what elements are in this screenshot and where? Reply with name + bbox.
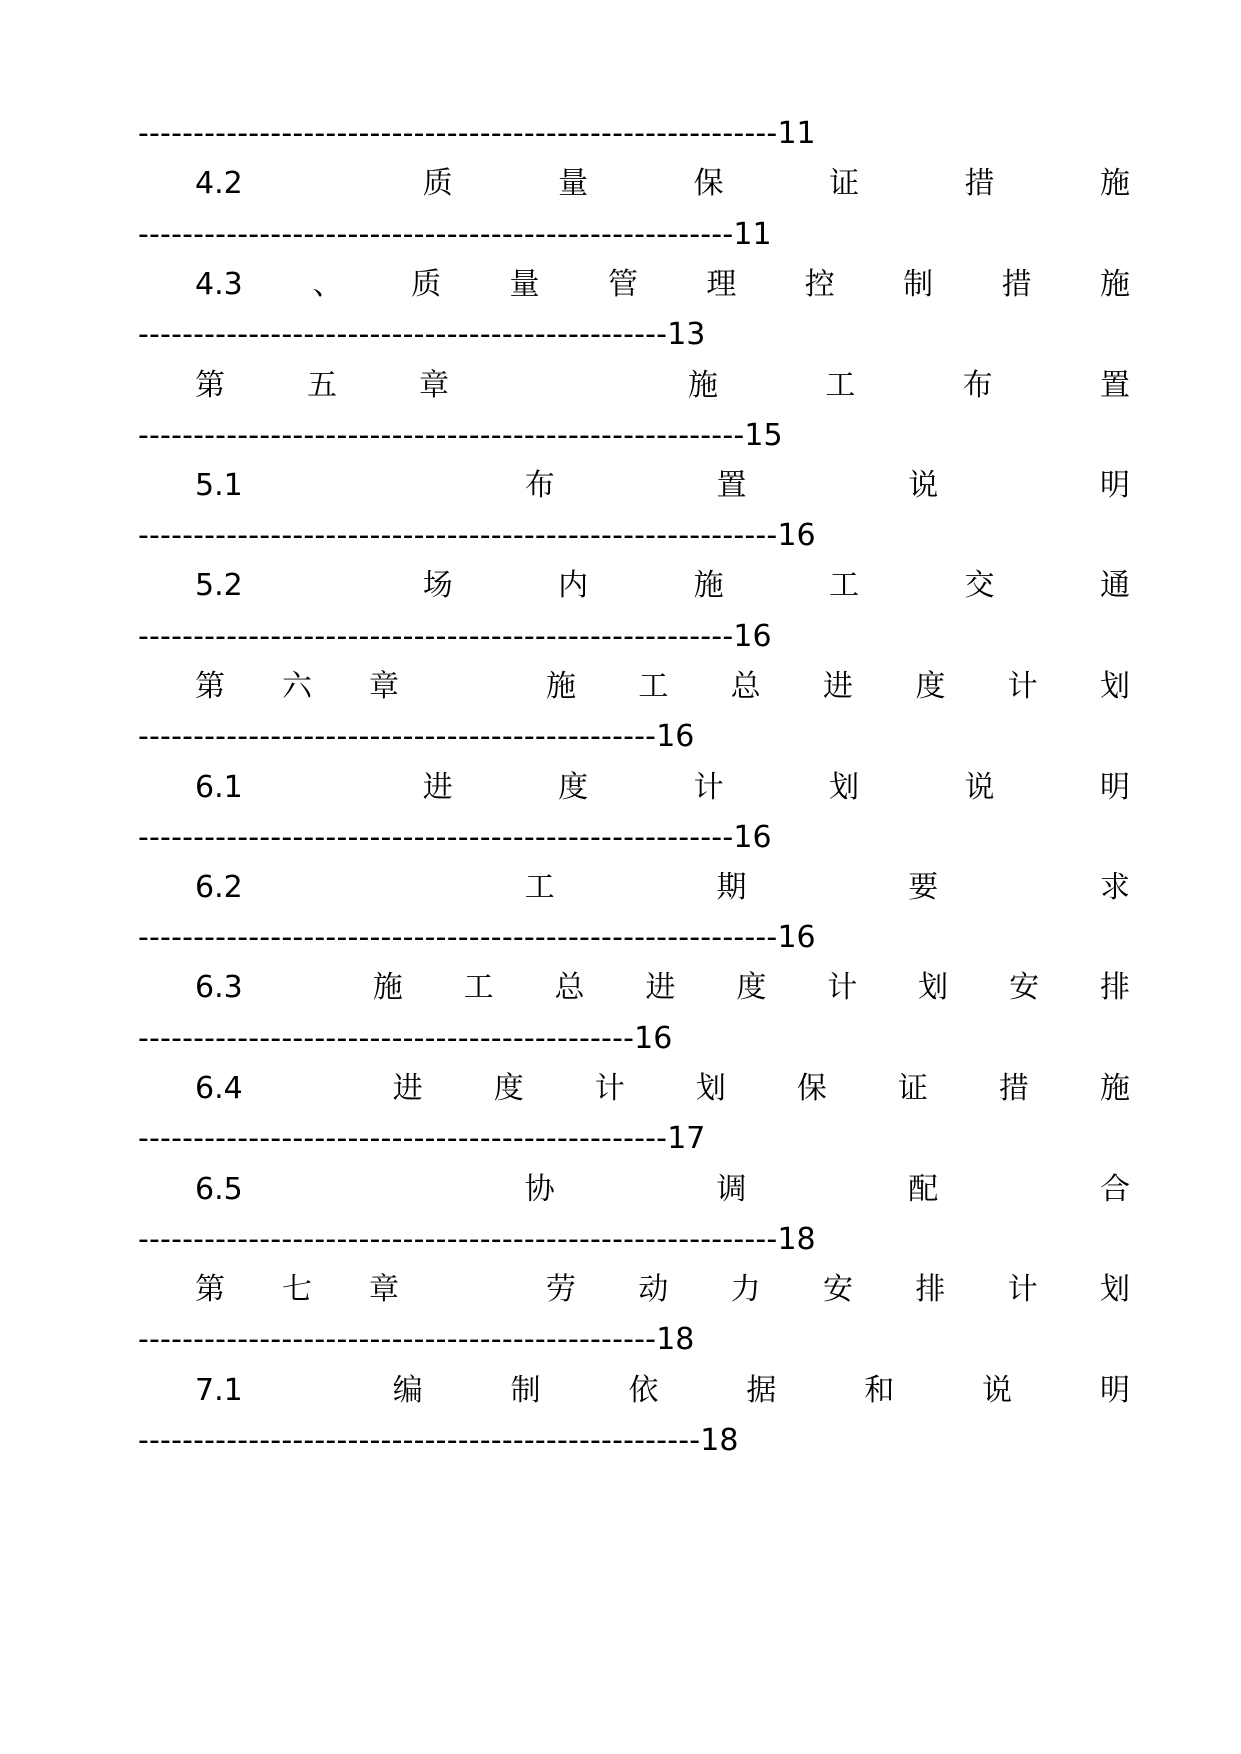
section-title bbox=[423, 568, 1130, 604]
title-character: 据 bbox=[746, 1373, 777, 1408]
title-character: 工 bbox=[463, 970, 494, 1005]
chapter-number bbox=[195, 368, 449, 404]
title-character: 章 bbox=[419, 368, 449, 403]
title-character: 制 bbox=[510, 1373, 541, 1408]
title-character: 施 bbox=[688, 368, 718, 403]
section-title bbox=[423, 770, 1130, 806]
page-number: 15 bbox=[744, 418, 783, 453]
title-character: 控 bbox=[804, 267, 835, 302]
title-character: 布 bbox=[524, 468, 555, 503]
section-title bbox=[525, 1172, 1130, 1208]
title-character: 划 bbox=[918, 970, 949, 1005]
title-character: 说 bbox=[908, 468, 939, 503]
title-character: 配 bbox=[908, 1172, 939, 1207]
leader-dashes: ------------------------------------------------------ bbox=[138, 217, 734, 252]
title-character: 工 bbox=[524, 870, 555, 905]
title-character: 施 bbox=[546, 669, 576, 704]
title-character: 排 bbox=[915, 1272, 946, 1307]
title-character: 措 bbox=[964, 166, 995, 201]
title-character: 协 bbox=[524, 1172, 555, 1207]
title-character: 章 bbox=[369, 669, 399, 704]
section-title bbox=[313, 267, 1130, 303]
title-character: 划 bbox=[1099, 669, 1130, 704]
title-character: 合 bbox=[1099, 1172, 1130, 1207]
title-character: 度 bbox=[915, 669, 946, 704]
title-character: 进 bbox=[645, 970, 676, 1005]
toc-leader bbox=[138, 1121, 705, 1157]
title-character: 施 bbox=[693, 568, 724, 603]
title-character: 说 bbox=[964, 770, 995, 805]
title-character: 计 bbox=[1007, 1272, 1038, 1307]
title-character: 安 bbox=[822, 1272, 853, 1307]
title-character: 施 bbox=[1099, 166, 1130, 201]
title-character: 保 bbox=[796, 1071, 827, 1106]
toc-leader bbox=[138, 1423, 738, 1459]
title-character: 工 bbox=[638, 669, 669, 704]
title-character: 措 bbox=[998, 1071, 1029, 1106]
title-character: 排 bbox=[1099, 970, 1130, 1005]
toc-entry bbox=[195, 267, 1130, 303]
title-character: 劳 bbox=[546, 1272, 576, 1307]
section-number: 7.1 bbox=[195, 1373, 243, 1408]
title-character: 六 bbox=[282, 669, 312, 704]
leader-dashes: ---------------------------------------------------------- bbox=[138, 116, 778, 151]
leader-dashes: ---------------------------------------------------------- bbox=[138, 1222, 778, 1257]
title-character: 依 bbox=[628, 1373, 659, 1408]
toc-entry bbox=[195, 1172, 1130, 1208]
title-character: 七 bbox=[282, 1272, 312, 1307]
title-character: 措 bbox=[1001, 267, 1032, 302]
toc-entry bbox=[195, 770, 1130, 806]
section-title bbox=[393, 1373, 1130, 1409]
title-character: 通 bbox=[1099, 568, 1130, 603]
leader-dashes: ---------------------------------------------------------- bbox=[138, 518, 778, 553]
title-character: 编 bbox=[392, 1373, 423, 1408]
section-number: 6.2 bbox=[195, 870, 243, 905]
title-character: 度 bbox=[736, 970, 767, 1005]
title-character: 施 bbox=[1099, 267, 1130, 302]
toc-entry bbox=[195, 368, 1130, 404]
section-title bbox=[525, 870, 1130, 906]
leader-dashes: ------------------------------------------------------ bbox=[138, 820, 734, 855]
toc-leader bbox=[138, 920, 816, 956]
title-character: 计 bbox=[594, 1071, 625, 1106]
section-number: 6.1 bbox=[195, 770, 243, 805]
page-number: 11 bbox=[777, 116, 816, 151]
section-number: 5.2 bbox=[195, 568, 243, 603]
section-number: 6.4 bbox=[195, 1071, 243, 1106]
title-character: 总 bbox=[730, 669, 761, 704]
page-number: 18 bbox=[777, 1222, 816, 1257]
title-character: 计 bbox=[1007, 669, 1038, 704]
leader-dashes: ----------------------------------------------- bbox=[138, 1322, 657, 1357]
title-character: 、 bbox=[312, 267, 343, 302]
title-character: 量 bbox=[558, 166, 589, 201]
section-number: 5.1 bbox=[195, 468, 243, 503]
toc-entry bbox=[195, 1373, 1130, 1409]
title-character: 置 bbox=[716, 468, 747, 503]
title-character: 进 bbox=[392, 1071, 423, 1106]
leader-dashes: --------------------------------------------- bbox=[138, 1021, 635, 1056]
toc-entry bbox=[195, 870, 1130, 906]
leader-dashes: ------------------------------------------------ bbox=[138, 317, 668, 352]
title-character: 施 bbox=[1099, 1071, 1130, 1106]
title-character: 划 bbox=[695, 1071, 726, 1106]
title-character: 管 bbox=[607, 267, 638, 302]
title-character: 和 bbox=[864, 1373, 895, 1408]
title-character: 工 bbox=[825, 368, 856, 403]
title-character: 求 bbox=[1099, 870, 1130, 905]
title-character: 质 bbox=[411, 267, 442, 302]
title-character: 进 bbox=[822, 669, 853, 704]
title-character: 章 bbox=[369, 1272, 399, 1307]
title-character: 制 bbox=[903, 267, 934, 302]
title-character: 度 bbox=[558, 770, 589, 805]
toc-leader bbox=[138, 217, 772, 253]
leader-dashes: ------------------------------------------------------ bbox=[138, 619, 734, 654]
title-character: 划 bbox=[829, 770, 860, 805]
toc-entry bbox=[195, 1071, 1130, 1107]
page-number: 18 bbox=[656, 1322, 695, 1357]
page-number: 17 bbox=[667, 1121, 706, 1156]
title-character: 布 bbox=[962, 368, 993, 403]
section-number: 4.3 bbox=[195, 267, 243, 302]
section-title bbox=[373, 970, 1130, 1006]
section-title bbox=[546, 669, 1130, 705]
title-character: 施 bbox=[372, 970, 403, 1005]
toc-leader bbox=[138, 820, 772, 856]
title-character: 交 bbox=[964, 568, 995, 603]
title-character: 场 bbox=[422, 568, 453, 603]
title-character: 进 bbox=[422, 770, 453, 805]
toc-leader bbox=[138, 317, 705, 353]
title-character: 调 bbox=[716, 1172, 747, 1207]
title-character: 质 bbox=[422, 166, 453, 201]
toc-leader bbox=[138, 1222, 816, 1258]
title-character: 度 bbox=[493, 1071, 524, 1106]
toc-leader bbox=[138, 719, 694, 755]
page-number: 18 bbox=[700, 1423, 739, 1458]
title-character: 划 bbox=[1099, 1272, 1130, 1307]
toc-entry bbox=[195, 1272, 1130, 1308]
page-number: 13 bbox=[667, 317, 706, 352]
toc-entry bbox=[195, 669, 1130, 705]
title-character: 力 bbox=[730, 1272, 761, 1307]
section-number: 4.2 bbox=[195, 166, 243, 201]
toc-entry bbox=[195, 468, 1130, 504]
title-character: 第 bbox=[195, 1272, 225, 1307]
toc-leader bbox=[138, 518, 816, 554]
toc-leader bbox=[138, 116, 816, 152]
page-number: 16 bbox=[733, 820, 772, 855]
title-character: 证 bbox=[897, 1071, 928, 1106]
title-character: 量 bbox=[509, 267, 540, 302]
title-character: 置 bbox=[1099, 368, 1130, 403]
section-title bbox=[393, 1071, 1130, 1107]
title-character: 工 bbox=[829, 568, 860, 603]
section-title bbox=[688, 368, 1130, 404]
page-number: 16 bbox=[656, 719, 695, 754]
title-character: 明 bbox=[1099, 1373, 1130, 1408]
title-character: 内 bbox=[558, 568, 589, 603]
title-character: 动 bbox=[638, 1272, 669, 1307]
toc-entry bbox=[195, 568, 1130, 604]
title-character: 明 bbox=[1099, 770, 1130, 805]
title-character: 安 bbox=[1009, 970, 1040, 1005]
title-character: 五 bbox=[307, 368, 337, 403]
leader-dashes: ------------------------------------------------ bbox=[138, 1121, 668, 1156]
toc-leader bbox=[138, 418, 783, 454]
page-number: 16 bbox=[777, 518, 816, 553]
leader-dashes: ----------------------------------------------- bbox=[138, 719, 657, 754]
title-character: 说 bbox=[982, 1373, 1013, 1408]
title-character: 总 bbox=[554, 970, 585, 1005]
chapter-number bbox=[195, 669, 399, 705]
toc-leader bbox=[138, 1021, 672, 1057]
section-title bbox=[546, 1272, 1130, 1308]
title-character: 保 bbox=[693, 166, 724, 201]
title-character: 计 bbox=[827, 970, 858, 1005]
chapter-number bbox=[195, 1272, 399, 1308]
page-number: 16 bbox=[777, 920, 816, 955]
title-character: 理 bbox=[706, 267, 737, 302]
title-character: 第 bbox=[195, 368, 225, 403]
section-title bbox=[423, 166, 1130, 202]
toc-entry bbox=[195, 166, 1130, 202]
toc-leader bbox=[138, 619, 772, 655]
leader-dashes: ------------------------------------------------------- bbox=[138, 418, 745, 453]
title-character: 期 bbox=[716, 870, 747, 905]
section-title bbox=[525, 468, 1130, 504]
leader-dashes: ---------------------------------------------------------- bbox=[138, 920, 778, 955]
title-character: 证 bbox=[829, 166, 860, 201]
page-number: 16 bbox=[634, 1021, 673, 1056]
page-number: 16 bbox=[733, 619, 772, 654]
toc-entry bbox=[195, 970, 1130, 1006]
title-character: 明 bbox=[1099, 468, 1130, 503]
section-number: 6.5 bbox=[195, 1172, 243, 1207]
title-character: 计 bbox=[693, 770, 724, 805]
toc-leader bbox=[138, 1322, 694, 1358]
title-character: 第 bbox=[195, 669, 225, 704]
section-number: 6.3 bbox=[195, 970, 243, 1005]
leader-dashes: --------------------------------------------------- bbox=[138, 1423, 701, 1458]
page-number: 11 bbox=[733, 217, 772, 252]
title-character: 要 bbox=[908, 870, 939, 905]
